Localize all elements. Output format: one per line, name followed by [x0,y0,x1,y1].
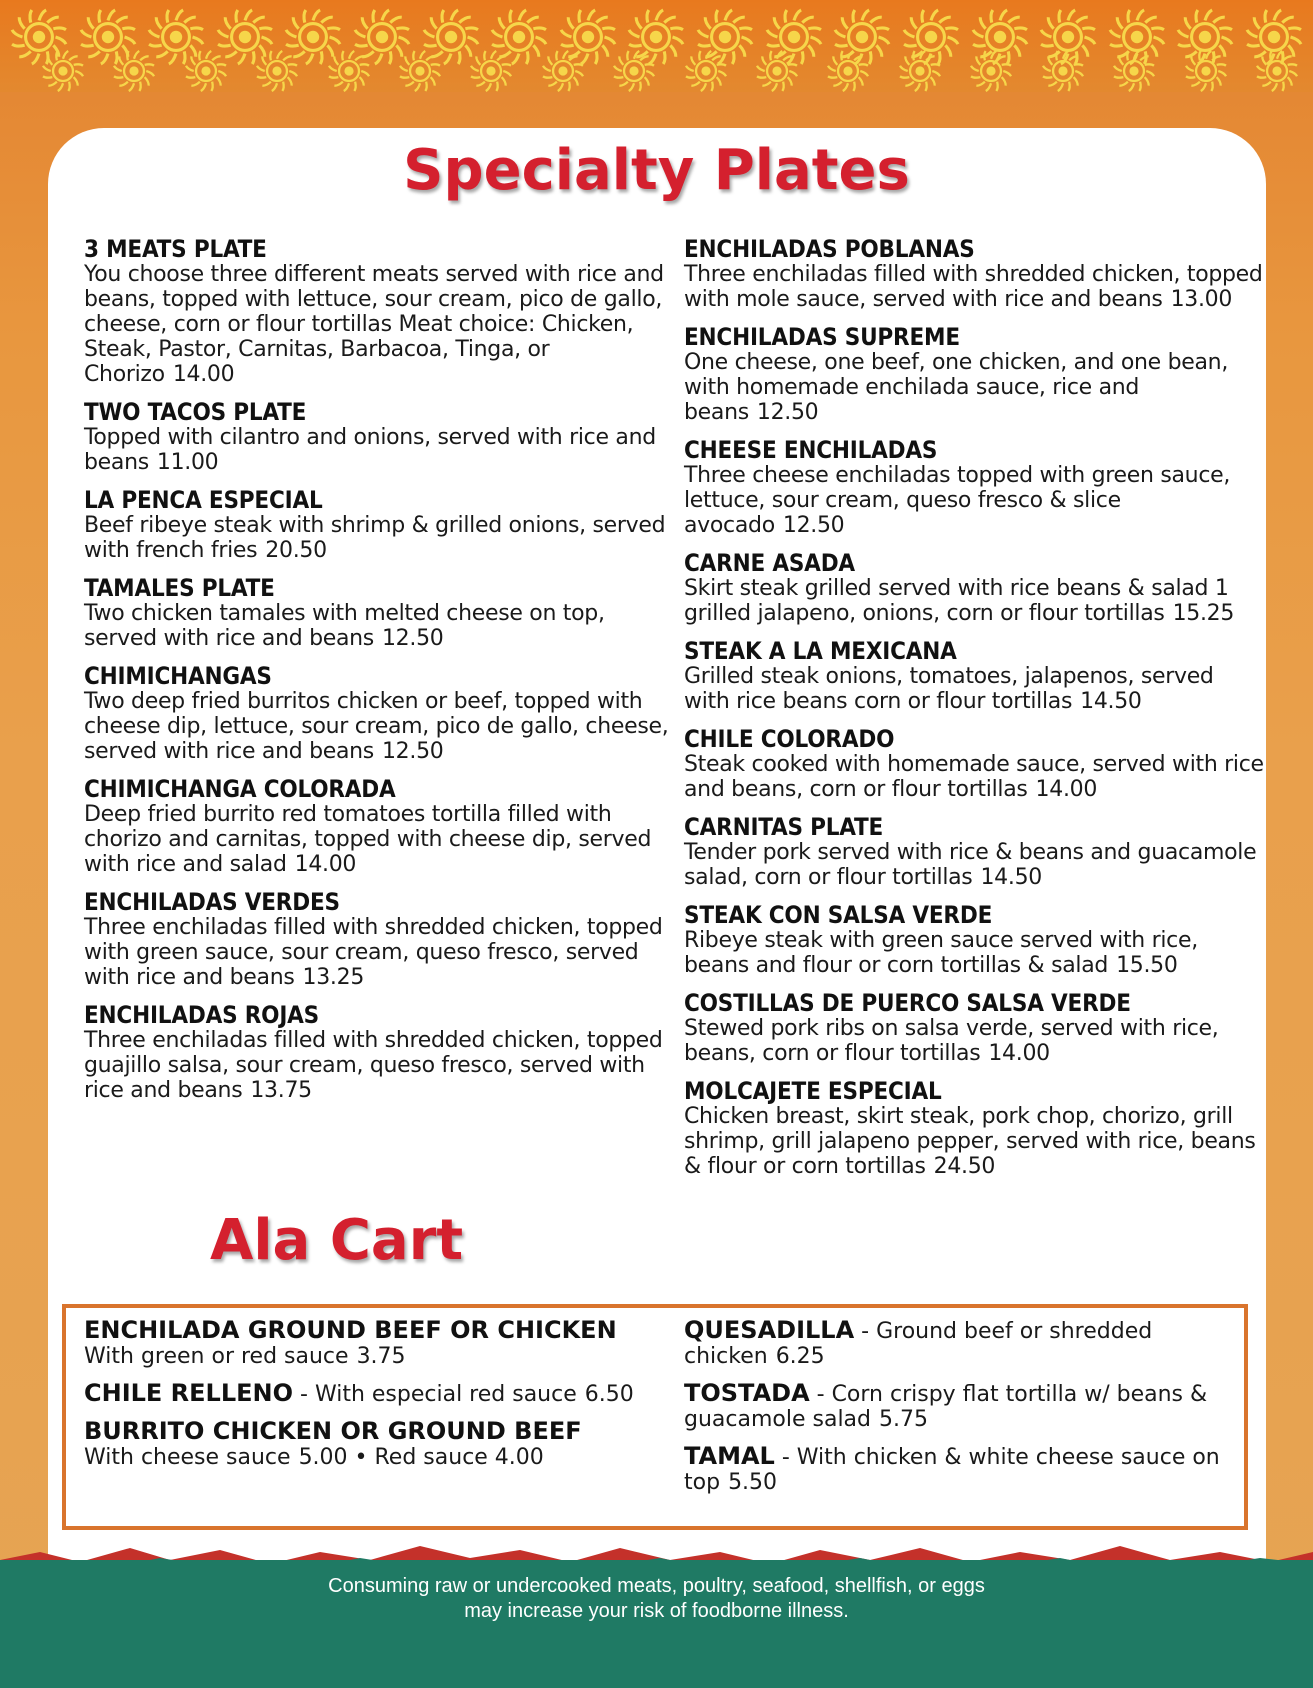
item-description-text: You choose three different meats served with rice and beans, topped with lettuce, sour cream, pico de gallo, cheese, corn or flour tortillas Meat choice: Chicken, Steak, Pastor, Carnitas, Barbacoa, Tinga, or Chorizo [84,262,664,387]
item-price: 14.00 [294,852,357,877]
item-name: TWO TACOS PLATE [84,398,307,426]
item-price: 6.25 [775,1344,825,1369]
item-description [684,752,1264,802]
item-price: 15.50 [1116,953,1178,978]
item-name: COSTILLAS DE PUERCO SALSA VERDE [684,989,1131,1017]
item-price: 13.75 [250,1078,312,1103]
menu-item [84,236,684,387]
item-name: CHILE COLORADO [684,725,895,753]
item-name: TAMALES PLATE [84,574,275,602]
item-name: ENCHILADA GROUND BEEF OR CHICKEN [84,1316,617,1344]
item-description [684,350,1264,425]
item-description [684,1104,1264,1179]
item-description [84,915,684,990]
item-name: CHIMICHANGA COLORADA [84,775,396,803]
item-description-text: One cheese, one beef, one chicken, and one bean, with homemade enchilada sauce, rice and beans [684,350,1229,425]
alacart-item [684,1444,1244,1495]
item-description-text: Three enchiladas filled with shredded chicken, topped with green sauce, sour cream, queso fresco, served with rice and beans [84,915,663,990]
menu-item [684,990,1264,1066]
item-price: 14.50 [980,865,1042,890]
item-name: QUESADILLA [684,1316,855,1344]
item-description-text: Three cheese enchiladas topped with green sauce, lettuce, sour cream, queso fresco & slice avocado [684,463,1231,538]
item-name: STEAK CON SALSA VERDE [684,901,993,929]
sun-icon [183,48,229,94]
item-description-text: Chicken breast, skirt steak, pork chop, chorizo, grill shrimp, grill jalapeno pepper, served with rice, beans & flour or corn tortillas [684,1104,1256,1179]
notice-line-1: Consuming raw or undercooked meats, poultry, seafood, shellfish, or eggs [328,1575,985,1597]
sun-icon [754,48,800,94]
menu-item [84,399,684,475]
menu-item [684,726,1264,802]
alacart-item [684,1318,1244,1369]
item-description [84,425,684,475]
item-name: TAMAL [684,1442,775,1470]
item-description-text: Stewed pork ribs on salsa verde, served with rice, beans, corn or flour tortillas [684,1016,1219,1066]
sun-icon [1111,48,1157,94]
sun-icon [683,48,729,94]
menu-item [84,776,684,877]
food-safety-notice [0,1574,1313,1624]
item-description: - With especial red sauce [293,1382,577,1407]
item-description-text: Three enchiladas filled with shredded chicken, topped guajillo salsa, sour cream, queso fresco, served with rice and beans [84,1028,663,1103]
page-title: Specialty Plates [403,138,910,203]
item-description [84,689,684,764]
item-name: LA PENCA ESPECIAL [84,486,323,514]
menu-item [84,487,684,563]
item-price: 5.00 • Red sauce 4.00 [298,1445,544,1470]
item-name: ENCHILADAS POBLANAS [684,235,975,263]
item-name: BURRITO CHICKEN OR GROUND BEEF [84,1417,582,1445]
item-description: With green or red sauce [84,1344,349,1369]
item-description-text: Tender pork served with rice & beans and guacamole salad, corn or flour tortillas [684,840,1257,890]
item-description-text: Topped with cilantro and onions, served with rice and beans [84,425,656,475]
item-name: 3 MEATS PLATE [84,235,267,263]
alacart-item [84,1419,644,1470]
section-title-alacart: Ala Cart [210,1208,464,1273]
item-price: 3.75 [356,1344,406,1369]
item-name: ENCHILADAS VERDES [84,888,340,916]
item-price: 5.50 [728,1470,778,1495]
notice-line-2: may increase your risk of foodborne illness. [464,1600,849,1622]
item-description-text: Two chicken tamales with melted cheese on top, served with rice and beans [84,601,605,651]
item-description [84,1028,684,1103]
item-name: ENCHILADAS SUPREME [684,323,960,351]
item-name: CHILE RELLENO [84,1379,294,1407]
item-name: CARNITAS PLATE [684,813,884,841]
menu-item [684,902,1264,978]
item-description [684,576,1264,626]
item-name: MOLCAJETE ESPECIAL [684,1077,942,1105]
menu-item [84,575,684,651]
item-price: 13.25 [302,965,365,990]
sun-icon [540,48,586,94]
item-price: 5.75 [879,1407,928,1432]
item-price: 24.50 [933,1154,996,1179]
item-description [684,463,1264,538]
item-name: CHIMICHANGAS [84,662,272,690]
item-name: CHEESE ENCHILADAS [684,436,938,464]
sun-icon [468,48,514,94]
menu-item [684,236,1264,312]
item-description [84,513,684,563]
item-description-text: Skirt steak grilled served with rice beans & salad 1 grilled jalapeno, onions, corn or flour tortillas [684,576,1229,626]
sun-icon [40,48,86,94]
item-price: 6.50 [584,1382,634,1407]
menu-item [84,663,684,764]
item-price: 20.50 [265,538,327,563]
item-name: STEAK A LA MEXICANA [684,637,957,665]
item-name: ENCHILADAS ROJAS [84,1001,320,1029]
item-description: - Corn crispy flat tortilla w/ beans & guacamole salad [684,1382,1208,1432]
alacart-item [84,1318,644,1369]
item-price: 11.00 [156,450,219,475]
item-description-text: Grilled steak onions, tomatoes, jalapenos, served with rice beans corn or flour tortillas [684,664,1214,714]
alacart-left-column [84,1318,644,1482]
item-description: With cheese sauce [84,1445,291,1470]
item-description [684,840,1264,890]
item-description [684,664,1264,714]
item-name: CARNE ASADA [684,549,855,577]
item-description [84,601,684,651]
item-price: 12.50 [381,626,444,651]
item-description: - Ground beef or shredded chicken [684,1319,1153,1369]
item-description-text: Ribeye steak with green sauce served with rice, beans and flour or corn tortillas & salad [684,928,1198,978]
item-price: 12.50 [782,513,845,538]
sun-icon [326,48,372,94]
sun-icon [825,48,871,94]
menu-item [684,638,1264,714]
item-name: TOSTADA [684,1379,810,1407]
left-column [84,236,684,1115]
sun-icon [1040,48,1086,94]
item-price: 14.00 [172,362,235,387]
item-price: 14.00 [1035,777,1098,802]
item-description [684,928,1264,978]
item-description-text: Deep fried burrito red tomatoes tortilla filled with chorizo and carnitas, topped with cheese dip, served with rice and salad [84,802,652,877]
item-description [684,262,1264,312]
item-description: - With chicken & white cheese sauce on top [684,1445,1220,1495]
item-description [84,802,684,877]
sun-icon [897,48,943,94]
sun-icon [254,48,300,94]
menu-item [684,550,1264,626]
item-price: 15.25 [1172,601,1235,626]
sun-icon [1254,48,1300,94]
item-price: 14.50 [1080,689,1142,714]
item-price: 12.50 [381,739,444,764]
menu-item [684,437,1264,538]
alacart-right-column [684,1318,1244,1507]
sun-icon [397,48,443,94]
alacart-item [84,1381,644,1407]
menu-item [684,324,1264,425]
menu-item [84,889,684,990]
item-description-text: Beef ribeye steak with shrimp & grilled onions, served with french fries [84,513,666,563]
menu-item [84,1002,684,1103]
item-price: 12.50 [756,400,819,425]
sun-icon [968,48,1014,94]
item-description-text: Three enchiladas filled with shredded chicken, topped with mole sauce, served with rice and beans [684,262,1263,312]
sun-pattern-row [40,48,1300,88]
item-price: 13.00 [1170,287,1233,312]
item-description-text: Two deep fried burritos chicken or beef, topped with cheese dip, lettuce, sour cream, pico de gallo, cheese, served with rice and beans [84,689,669,764]
menu-item [684,1078,1264,1179]
menu-item [684,814,1264,890]
alacart-item [684,1381,1244,1432]
item-price: 14.00 [988,1041,1050,1066]
item-description [684,1016,1264,1066]
right-column [684,236,1264,1191]
item-description-text: Steak cooked with homemade sauce, served with rice and beans, corn or flour tortillas [684,752,1264,802]
sun-icon [111,48,157,94]
sun-icon [611,48,657,94]
sun-icon [1183,48,1229,94]
item-description [84,262,684,387]
